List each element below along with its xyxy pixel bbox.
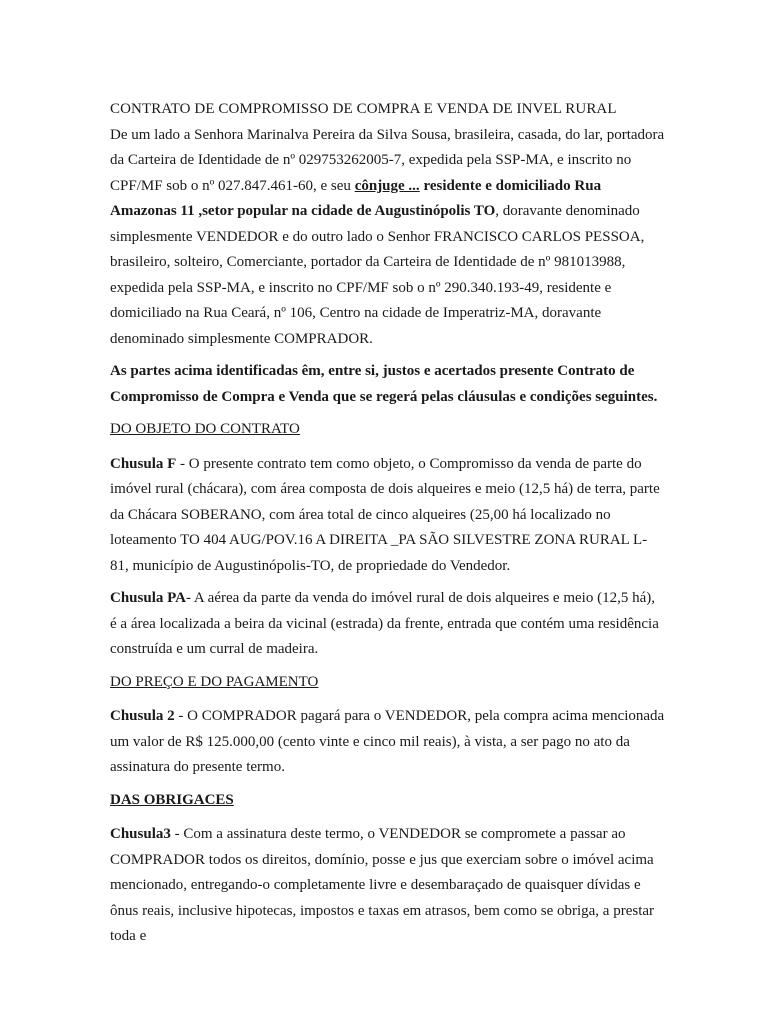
clause-3: [110, 822, 665, 950]
residence-text: residente e domiciliado Rua Amazonas 11 ,setor popular na cidade de Augustinópolis TO: [110, 177, 602, 219]
intro-text-1: De um lado a Senhora Marinalva Pereira da Silva Sousa, brasileira, casada, do lar, portadora da Carteira de Identidade de nº 029753262005-7, expedida pela SSP-MA, e inscrito no CPF/MF sob o nº 027.847.461-60, e seu: [110, 126, 665, 194]
clause-f: [110, 452, 665, 580]
section-heading-object: DO OBJETO DO CONTRATO: [110, 421, 300, 437]
intro-paragraph: [110, 123, 665, 353]
clause-2: [110, 704, 665, 781]
agreement-paragraph: As partes acima identificadas êm, entre si, justos e acertados presente Contrato de Compromisso de Compra e Venda que se regerá pelas cláusulas e condições seguintes.: [110, 363, 658, 405]
spouse-text: cônjuge ...: [354, 177, 420, 194]
clause-f-label: Chusula F: [110, 455, 177, 472]
clause-pa-text: - A aérea da parte da venda do imóvel rural de dois alqueires e meio (12,5 há), é a área localizada a beira da vicinal (estrada) da frente, entrada que contém uma residência construída e um curral de madeira.: [110, 590, 659, 657]
intro-text-2: , doravante denominado simplesmente VENDEDOR e do outro lado o Senhor FRANCISCO CARLOS PESSOA, brasileiro, solteiro, Comerciante, portador da Carteira de Identidade de nº 981013988, expedida pela SSP-MA, e inscrito no CPF/MF sob o nº 290.340.193-49, residente e domiciliado na Rua Ceará, nº 106, Centro na cidade de Imperatriz-MA, doravante denominado simplesmente COMPRADOR.: [110, 203, 645, 347]
clause-f-text: - O presente contrato tem como objeto, o Compromisso da venda de parte do imóvel rural (chácara), com área composta de dois alqueires e meio (12,5 há) de terra, parte da Chácara SOBERANO, com área total de cinco alqueires (25,00 há localizado no loteamento TO 404 AUG/POV.16 A DIREITA _PA SÃO SILVESTRE ZONA RURAL L-81, município de Augustinópolis-TO, de propriedade do Vendedor.: [110, 455, 660, 574]
section-heading-price: DO PREÇO E DO PAGAMENTO: [110, 673, 319, 690]
clause-pa: [110, 586, 665, 663]
section-heading-obligations: DAS OBRIGACES: [110, 791, 234, 808]
clause-3-label: Chusula3: [110, 826, 171, 842]
clause-2-label: Chusula 2: [110, 708, 175, 724]
clause-2-text: - O COMPRADOR pagará para o VENDEDOR, pela compra acima mencionada um valor de R$ 125.000,00 (cento vinte e cinco mil reais), à vista, a ser pago no ato da assinatura do presente termo.: [110, 708, 665, 775]
document-body: [110, 97, 665, 957]
clause-3-text: - Com a assinatura deste termo, o VENDEDOR se compromete a passar ao COMPRADOR todos os direitos, domínio, posse e jus que exerciam sobre o imóvel acima mencionado, entregando-o completamente livre e desembaraçado de quaisquer dívidas e ônus reais, inclusive hipotecas, impostos e taxas em atrasos, bem como se obriga, a prestar toda e: [110, 826, 655, 944]
clause-pa-label: Chusula PA: [110, 590, 186, 606]
document-title: CONTRATO DE COMPROMISSO DE COMPRA E VENDA DE INVEL RURAL: [110, 101, 617, 117]
